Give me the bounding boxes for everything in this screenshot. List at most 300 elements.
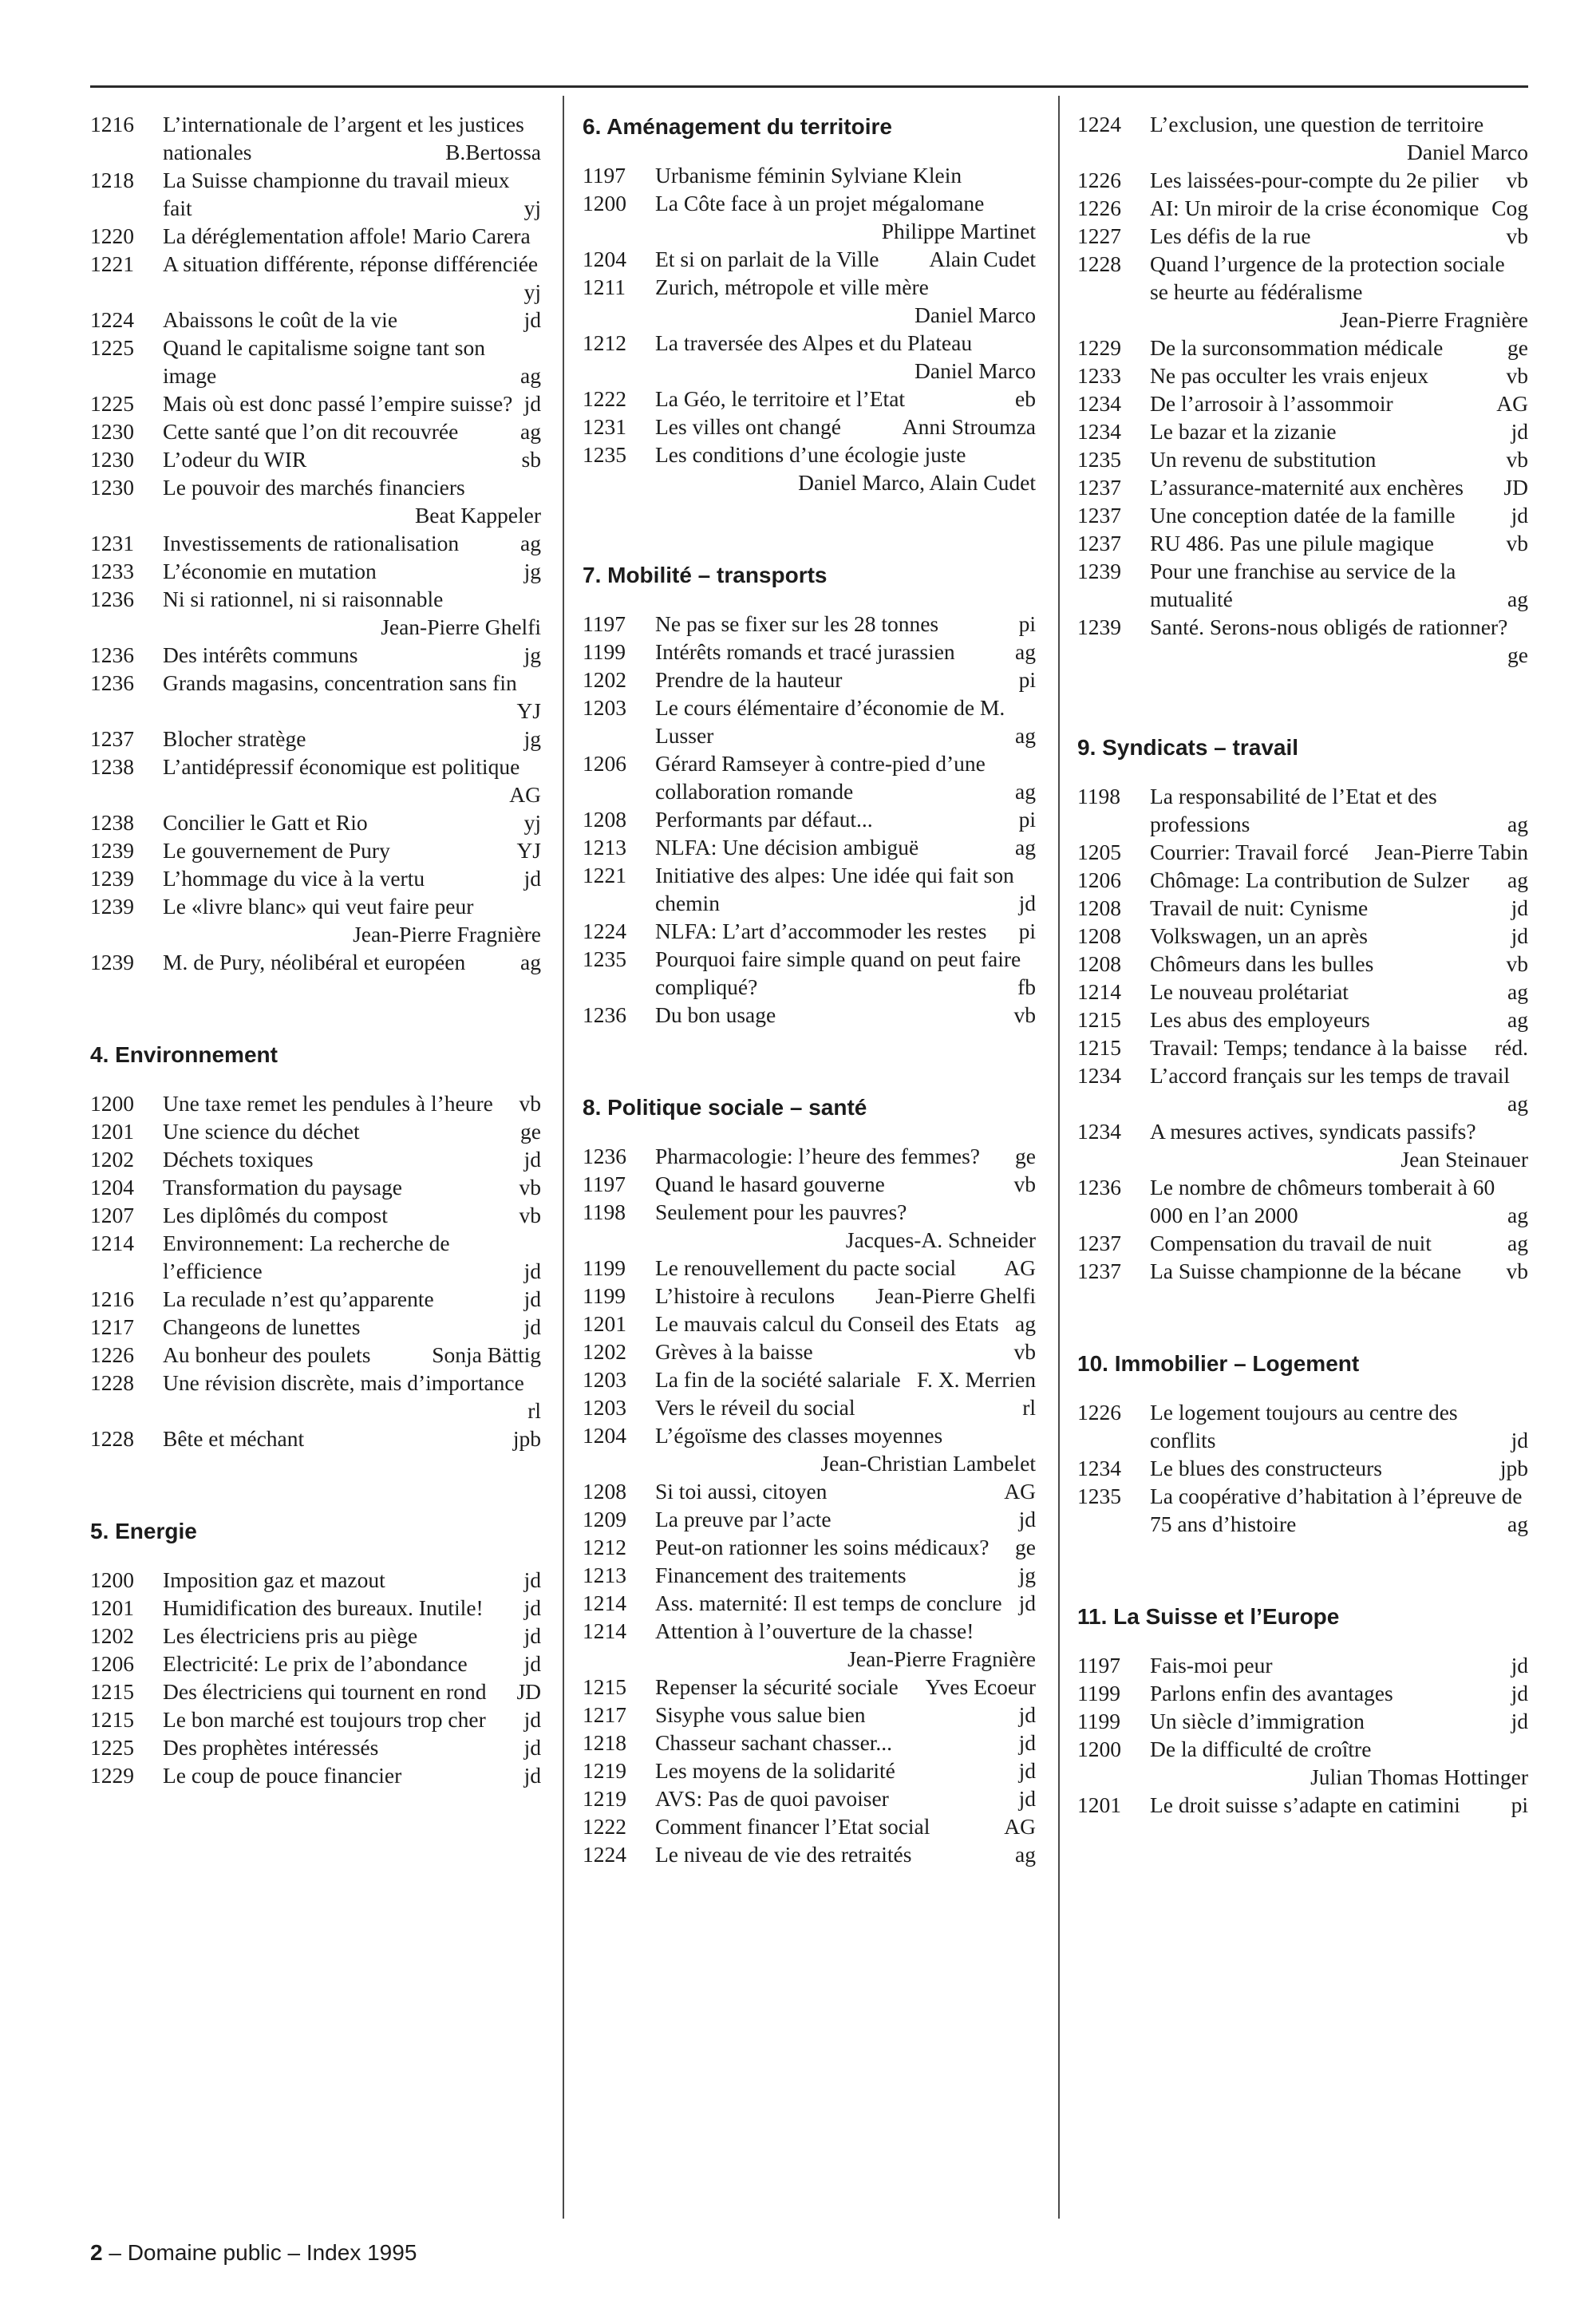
article-title: Le niveau de vie des retraités bbox=[655, 1842, 912, 1867]
article-title: Des intérêts communs bbox=[163, 642, 358, 667]
issue-number: 1229 bbox=[1077, 335, 1121, 360]
issue-number: 1239 bbox=[1077, 615, 1121, 639]
article-author: jd bbox=[1511, 1653, 1528, 1678]
article-title: L’exclusion, une question de territoire bbox=[1150, 112, 1484, 136]
issue-number: 1208 bbox=[1077, 951, 1121, 976]
article-title: Le bon marché est toujours trop cher bbox=[163, 1707, 486, 1732]
article-author: Julian Thomas Hottinger bbox=[1310, 1765, 1528, 1789]
index-entry bbox=[1077, 1173, 1528, 1229]
issue-number: 1225 bbox=[90, 1735, 134, 1760]
article-author: Jean-Pierre Ghelfi bbox=[381, 615, 541, 639]
index-entry bbox=[583, 1840, 1036, 1868]
article-title: RU 486. Pas une pilule magique bbox=[1150, 531, 1434, 555]
article-author: vb bbox=[1013, 1002, 1036, 1027]
article-title: Abaissons le coût de la vie bbox=[163, 307, 398, 332]
issue-number: 1234 bbox=[1077, 1456, 1121, 1480]
article-author: jd bbox=[1018, 891, 1036, 915]
article-author: jd bbox=[523, 1595, 541, 1620]
index-entry bbox=[90, 948, 541, 976]
index-entry bbox=[90, 250, 541, 306]
article-author: vb bbox=[1506, 447, 1528, 472]
index-entry bbox=[583, 1812, 1036, 1840]
article-title: Compensation du travail de nuit bbox=[1150, 1231, 1432, 1255]
index-entry bbox=[1077, 473, 1528, 501]
issue-number: 1217 bbox=[90, 1314, 134, 1339]
article-title: Les diplômés du compost bbox=[163, 1203, 388, 1227]
issue-number: 1202 bbox=[90, 1623, 134, 1648]
article-author: Sonja Bättig bbox=[432, 1342, 541, 1367]
article-title: Prendre de la hauteur bbox=[655, 667, 843, 692]
article-title: La Géo, le territoire et l’Etat bbox=[655, 386, 906, 411]
article-author: jd bbox=[1511, 923, 1528, 948]
article-author: ag bbox=[1015, 1311, 1036, 1336]
footer-label: – Domaine public – Index 1995 bbox=[109, 2240, 417, 2265]
index-column-1 bbox=[90, 110, 541, 2233]
article-title: Une taxe remet les pendules à l’heure bbox=[163, 1091, 493, 1116]
article-title: L’hommage du vice à la vertu bbox=[163, 866, 425, 891]
issue-number: 1214 bbox=[90, 1231, 134, 1255]
article-title: Parlons enfin des avantages bbox=[1150, 1681, 1393, 1705]
issue-number: 1215 bbox=[583, 1674, 626, 1699]
index-section bbox=[90, 1518, 541, 1789]
article-title: Transformation du paysage bbox=[163, 1175, 402, 1199]
article-author: yj bbox=[523, 279, 541, 304]
section-heading: 7. Mobilité – transports bbox=[583, 563, 828, 587]
issue-number: 1237 bbox=[1077, 503, 1121, 528]
article-author: jd bbox=[523, 1314, 541, 1339]
index-entry bbox=[90, 1201, 541, 1229]
article-title: La responsabilité de l’Etat et des professions bbox=[1150, 784, 1437, 836]
issue-number: 1199 bbox=[583, 1283, 626, 1308]
article-author: ge bbox=[1507, 335, 1528, 360]
article-title: Du bon usage bbox=[655, 1002, 776, 1027]
issue-number: 1230 bbox=[90, 419, 134, 444]
article-title: Bête et méchant bbox=[163, 1426, 305, 1451]
issue-number: 1237 bbox=[1077, 475, 1121, 500]
section-heading: 10. Immobilier – Logement bbox=[1077, 1351, 1360, 1376]
issue-number: 1199 bbox=[583, 1255, 626, 1280]
index-entry bbox=[1077, 1033, 1528, 1061]
article-author: jd bbox=[1018, 1507, 1036, 1531]
section-heading: 6. Aménagement du territoire bbox=[583, 114, 892, 139]
article-title: La Suisse championne de la bécane bbox=[1150, 1259, 1462, 1283]
article-title: Blocher stratège bbox=[163, 726, 306, 751]
article-author: Anni Stroumza bbox=[902, 414, 1036, 439]
index-entry bbox=[90, 1622, 541, 1650]
article-author: ag bbox=[1507, 1007, 1528, 1032]
issue-number: 1206 bbox=[1077, 867, 1121, 892]
index-entry bbox=[583, 1365, 1036, 1393]
article-title: Le gouvernement de Pury bbox=[163, 838, 390, 863]
index-entry bbox=[90, 1341, 541, 1369]
index-entry bbox=[1077, 362, 1528, 389]
index-entry bbox=[90, 334, 541, 389]
issue-number: 1234 bbox=[1077, 391, 1121, 416]
index-entry bbox=[583, 385, 1036, 413]
article-author: Cog bbox=[1491, 196, 1528, 220]
index-entry bbox=[90, 836, 541, 864]
issue-number: 1238 bbox=[90, 754, 134, 779]
issue-number: 1229 bbox=[90, 1763, 134, 1788]
index-entry bbox=[90, 808, 541, 836]
article-author: ag bbox=[520, 950, 541, 974]
article-title: Le nouveau prolétariat bbox=[1150, 979, 1349, 1004]
article-author: jd bbox=[523, 307, 541, 332]
index-entry bbox=[583, 1589, 1036, 1617]
article-title: Le blues des constructeurs bbox=[1150, 1456, 1382, 1480]
article-title: Mais où est donc passé l’empire suisse? bbox=[163, 391, 513, 416]
column-divider bbox=[563, 96, 564, 2219]
article-title: Gérard Ramseyer à contre-pied d’une collaboration romande bbox=[655, 751, 986, 804]
index-entry bbox=[1077, 1791, 1528, 1819]
article-author: ag bbox=[1015, 1842, 1036, 1867]
article-author: AG bbox=[1004, 1479, 1036, 1504]
index-entry bbox=[90, 1229, 541, 1285]
index-entry bbox=[1077, 838, 1528, 866]
article-title: Chasseur sachant chasser... bbox=[655, 1730, 893, 1755]
article-title: Performants par défaut... bbox=[655, 807, 873, 832]
article-author: jd bbox=[523, 1567, 541, 1592]
article-author: jd bbox=[523, 391, 541, 416]
issue-number: 1208 bbox=[1077, 923, 1121, 948]
issue-number: 1224 bbox=[583, 1842, 626, 1867]
article-author: Beat Kappeler bbox=[414, 503, 541, 528]
article-author: JD bbox=[1503, 475, 1528, 500]
index-entry bbox=[1077, 166, 1528, 194]
article-title: Santé. Serons-nous obligés de rationner? bbox=[1150, 615, 1508, 639]
issue-number: 1208 bbox=[1077, 895, 1121, 920]
article-author: vb bbox=[1506, 1259, 1528, 1283]
article-author: jd bbox=[1018, 1591, 1036, 1615]
index-entry bbox=[583, 329, 1036, 385]
article-author: jd bbox=[523, 1623, 541, 1648]
issue-number: 1201 bbox=[583, 1311, 626, 1336]
issue-number: 1239 bbox=[90, 838, 134, 863]
issue-number: 1236 bbox=[90, 642, 134, 667]
index-entry bbox=[1077, 1454, 1528, 1482]
index-entry bbox=[90, 892, 541, 948]
index-entry bbox=[90, 1117, 541, 1145]
index-entry bbox=[583, 1561, 1036, 1589]
article-author: jg bbox=[523, 726, 541, 751]
issue-number: 1235 bbox=[1077, 1484, 1121, 1508]
article-author: rl bbox=[527, 1398, 541, 1423]
index-entry bbox=[1077, 222, 1528, 250]
article-title: Comment financer l’Etat social bbox=[655, 1814, 930, 1839]
article-author: vb bbox=[519, 1203, 541, 1227]
article-title: Electricité: Le prix de l’abondance bbox=[163, 1651, 468, 1676]
article-title: L’histoire à reculons bbox=[655, 1283, 836, 1308]
index-column-3 bbox=[1077, 110, 1528, 2233]
issue-number: 1239 bbox=[90, 894, 134, 919]
index-entry bbox=[90, 445, 541, 473]
issue-number: 1197 bbox=[583, 1172, 626, 1196]
page-number: 2 bbox=[90, 2240, 103, 2265]
issue-number: 1200 bbox=[90, 1567, 134, 1592]
issue-number: 1235 bbox=[583, 946, 626, 971]
article-author: Daniel Marco, Alain Cudet bbox=[798, 470, 1036, 495]
section-heading: 11. La Suisse et l’Europe bbox=[1077, 1604, 1340, 1629]
article-title: Les électriciens pris au piège bbox=[163, 1623, 418, 1648]
article-author: ag bbox=[1015, 639, 1036, 664]
index-entry bbox=[90, 1650, 541, 1678]
index-entry bbox=[1077, 782, 1528, 838]
article-title: A mesures actives, syndicats passifs? bbox=[1150, 1119, 1476, 1144]
article-title: A situation différente, réponse différenciée bbox=[163, 251, 539, 276]
issue-number: 1214 bbox=[583, 1591, 626, 1615]
index-entry bbox=[583, 1477, 1036, 1505]
article-author: vb bbox=[1506, 168, 1528, 192]
issue-number: 1197 bbox=[583, 163, 626, 188]
index-section bbox=[1077, 1350, 1528, 1538]
article-author: jd bbox=[523, 1286, 541, 1311]
index-entry bbox=[90, 1761, 541, 1789]
issue-number: 1237 bbox=[1077, 1231, 1121, 1255]
index-entry bbox=[583, 1421, 1036, 1477]
article-author: jd bbox=[1511, 503, 1528, 528]
issue-number: 1207 bbox=[90, 1203, 134, 1227]
index-entry bbox=[90, 473, 541, 529]
article-title: Travail: Temps; tendance à la baisse bbox=[1150, 1035, 1468, 1060]
article-author: pi bbox=[1511, 1792, 1528, 1817]
article-author: vb bbox=[1506, 951, 1528, 976]
issue-number: 1225 bbox=[90, 391, 134, 416]
article-title: Et si on parlait de la Ville bbox=[655, 247, 879, 271]
article-author: vb bbox=[1013, 1339, 1036, 1364]
article-author: jd bbox=[1511, 1428, 1528, 1452]
index-entry bbox=[583, 1310, 1036, 1338]
article-author: yj bbox=[523, 810, 541, 835]
article-author: ag bbox=[1015, 723, 1036, 748]
issue-number: 1231 bbox=[90, 531, 134, 555]
article-title: NLFA: Une décision ambiguë bbox=[655, 835, 919, 860]
index-entry bbox=[583, 273, 1036, 329]
article-title: De la difficulté de croître bbox=[1150, 1737, 1372, 1761]
article-title: Ne pas se fixer sur les 28 tonnes bbox=[655, 611, 939, 636]
article-title: Une science du déchet bbox=[163, 1119, 360, 1144]
issue-number: 1234 bbox=[1077, 1119, 1121, 1144]
article-author: Daniel Marco bbox=[915, 302, 1036, 327]
article-title: La reculade n’est qu’apparente bbox=[163, 1286, 434, 1311]
index-entry bbox=[90, 222, 541, 250]
issue-number: 1236 bbox=[90, 670, 134, 695]
index-entry bbox=[583, 1701, 1036, 1729]
article-author: jd bbox=[523, 1735, 541, 1760]
issue-number: 1198 bbox=[583, 1199, 626, 1224]
article-author: ag bbox=[1507, 1512, 1528, 1536]
issue-number: 1214 bbox=[1077, 979, 1121, 1004]
issue-number: 1237 bbox=[1077, 531, 1121, 555]
article-author: vb bbox=[1506, 223, 1528, 248]
article-author: pi bbox=[1018, 919, 1036, 943]
article-title: Travail de nuit: Cynisme bbox=[1150, 895, 1369, 920]
article-title: Vers le réveil du social bbox=[655, 1395, 855, 1420]
article-title: Intérêts romands et tracé jurassien bbox=[655, 639, 955, 664]
article-title: Repenser la sécurité sociale bbox=[655, 1674, 899, 1699]
index-entry bbox=[583, 917, 1036, 945]
issue-number: 1228 bbox=[90, 1426, 134, 1451]
article-author: ag bbox=[1507, 1231, 1528, 1255]
index-entry bbox=[90, 1089, 541, 1117]
article-title: Un revenu de substitution bbox=[1150, 447, 1377, 472]
issue-number: 1202 bbox=[583, 1339, 626, 1364]
article-title: Imposition gaz et mazout bbox=[163, 1567, 385, 1592]
article-title: Urbanisme féminin Sylviane Klein bbox=[655, 163, 962, 188]
index-entry bbox=[1077, 922, 1528, 950]
article-author: ag bbox=[520, 363, 541, 388]
issue-number: 1230 bbox=[90, 447, 134, 472]
index-entry bbox=[90, 669, 541, 725]
article-title: Attention à l’ouverture de la chasse! bbox=[655, 1618, 974, 1643]
index-entry bbox=[583, 1393, 1036, 1421]
issue-number: 1233 bbox=[90, 559, 134, 583]
article-author: ag bbox=[1507, 979, 1528, 1004]
article-title: L’odeur du WIR bbox=[163, 447, 307, 472]
issue-number: 1215 bbox=[1077, 1007, 1121, 1032]
issue-number: 1228 bbox=[90, 1370, 134, 1395]
issue-number: 1226 bbox=[1077, 196, 1121, 220]
article-title: Concilier le Gatt et Rio bbox=[163, 810, 368, 835]
index-entry bbox=[583, 1338, 1036, 1365]
article-author: jd bbox=[523, 1147, 541, 1172]
issue-number: 1216 bbox=[90, 112, 134, 136]
article-title: La déréglementation affole! Mario Carera bbox=[163, 223, 531, 248]
issue-number: 1215 bbox=[90, 1707, 134, 1732]
article-title: Ne pas occulter les vrais enjeux bbox=[1150, 363, 1428, 388]
index-entry bbox=[1077, 1257, 1528, 1285]
article-title: Les conditions d’une écologie juste bbox=[655, 442, 966, 467]
article-title: La preuve par l’acte bbox=[655, 1507, 832, 1531]
index-entry bbox=[90, 1313, 541, 1341]
article-title: Au bonheur des poulets bbox=[163, 1342, 371, 1367]
index-entry bbox=[1077, 1707, 1528, 1735]
issue-number: 1218 bbox=[90, 168, 134, 192]
article-title: Grèves à la baisse bbox=[655, 1339, 813, 1364]
article-author: Jean-Pierre Fragnière bbox=[847, 1646, 1036, 1671]
issue-number: 1239 bbox=[90, 950, 134, 974]
index-entry bbox=[583, 749, 1036, 805]
index-entry bbox=[90, 1173, 541, 1201]
index-entry bbox=[583, 1673, 1036, 1701]
article-author: ag bbox=[1507, 1203, 1528, 1227]
issue-number: 1228 bbox=[1077, 251, 1121, 276]
index-entry bbox=[1077, 1061, 1528, 1117]
article-author: JD bbox=[516, 1679, 541, 1704]
issue-number: 1215 bbox=[90, 1679, 134, 1704]
article-author: jd bbox=[1511, 419, 1528, 444]
index-section bbox=[583, 1094, 1036, 1868]
index-entry bbox=[583, 1142, 1036, 1170]
issue-number: 1237 bbox=[1077, 1259, 1121, 1283]
article-title: Ass. maternité: Il est temps de conclure bbox=[655, 1591, 1002, 1615]
article-author: rl bbox=[1022, 1395, 1036, 1420]
issue-number: 1236 bbox=[583, 1144, 626, 1168]
article-title: Quand l’urgence de la protection sociale se heurte au fédéralisme bbox=[1150, 251, 1505, 304]
article-author: réd. bbox=[1495, 1035, 1528, 1060]
article-author: vb bbox=[1013, 1172, 1036, 1196]
index-entry bbox=[90, 110, 541, 166]
index-entry bbox=[1077, 334, 1528, 362]
article-author: jd bbox=[1018, 1758, 1036, 1783]
page-footer bbox=[90, 2239, 417, 2266]
issue-number: 1221 bbox=[90, 251, 134, 276]
issue-number: 1234 bbox=[1077, 419, 1121, 444]
issue-number: 1213 bbox=[583, 1563, 626, 1587]
issue-number: 1206 bbox=[90, 1651, 134, 1676]
article-title: La Côte face à un projet mégalomane bbox=[655, 191, 985, 215]
article-author: F. X. Merrien bbox=[916, 1367, 1036, 1392]
index-entry bbox=[90, 725, 541, 753]
index-entry bbox=[583, 666, 1036, 694]
index-column-2 bbox=[583, 110, 1036, 2233]
issue-number: 1226 bbox=[1077, 168, 1121, 192]
issue-number: 1214 bbox=[583, 1618, 626, 1643]
index-entry bbox=[583, 1729, 1036, 1757]
index-entry bbox=[90, 417, 541, 445]
article-title: De l’arrosoir à l’assommoir bbox=[1150, 391, 1393, 416]
index-entry bbox=[583, 638, 1036, 666]
index-entry bbox=[583, 1198, 1036, 1254]
index-section bbox=[583, 113, 1036, 496]
article-author: jd bbox=[1018, 1702, 1036, 1727]
index-entry bbox=[583, 805, 1036, 833]
issue-number: 1217 bbox=[583, 1702, 626, 1727]
index-entry bbox=[1077, 1679, 1528, 1707]
index-entry bbox=[1077, 557, 1528, 613]
column-divider bbox=[1058, 96, 1060, 2219]
index-entry bbox=[583, 441, 1036, 496]
issue-number: 1219 bbox=[583, 1758, 626, 1783]
article-author: ge bbox=[1507, 642, 1528, 667]
article-author: jg bbox=[1018, 1563, 1036, 1587]
issue-number: 1199 bbox=[583, 639, 626, 664]
issue-number: 1200 bbox=[583, 191, 626, 215]
index-section bbox=[90, 1041, 541, 1452]
issue-number: 1239 bbox=[90, 866, 134, 891]
article-author: vb bbox=[519, 1175, 541, 1199]
index-entry bbox=[1077, 501, 1528, 529]
index-entry bbox=[90, 529, 541, 557]
article-title: L’égoïsme des classes moyennes bbox=[655, 1423, 943, 1448]
index-entry bbox=[1077, 1229, 1528, 1257]
article-title: La traversée des Alpes et du Plateau bbox=[655, 330, 973, 355]
article-author: sb bbox=[521, 447, 541, 472]
article-title: Seulement pour les pauvres? bbox=[655, 1199, 907, 1224]
article-author: ag bbox=[1507, 587, 1528, 611]
issue-number: 1235 bbox=[1077, 447, 1121, 472]
article-title: Des électriciens qui tournent en rond bbox=[163, 1679, 487, 1704]
article-author: ag bbox=[1507, 867, 1528, 892]
index-entry bbox=[583, 245, 1036, 273]
article-title: Le bazar et la zizanie bbox=[1150, 419, 1337, 444]
issue-number: 1204 bbox=[90, 1175, 134, 1199]
article-author: jd bbox=[523, 1259, 541, 1283]
issue-number: 1202 bbox=[90, 1147, 134, 1172]
issue-number: 1203 bbox=[583, 695, 626, 720]
index-entry bbox=[90, 1594, 541, 1622]
issue-number: 1201 bbox=[90, 1119, 134, 1144]
index-entry bbox=[90, 1425, 541, 1452]
index-entry bbox=[583, 1533, 1036, 1561]
index-entry bbox=[90, 1733, 541, 1761]
issue-number: 1208 bbox=[583, 807, 626, 832]
issue-number: 1205 bbox=[1077, 840, 1121, 864]
issue-number: 1222 bbox=[583, 386, 626, 411]
article-author: jd bbox=[523, 1707, 541, 1732]
section-heading: 4. Environnement bbox=[90, 1042, 278, 1067]
issue-number: 1215 bbox=[1077, 1035, 1121, 1060]
article-title: Volkswagen, un an après bbox=[1150, 923, 1368, 948]
